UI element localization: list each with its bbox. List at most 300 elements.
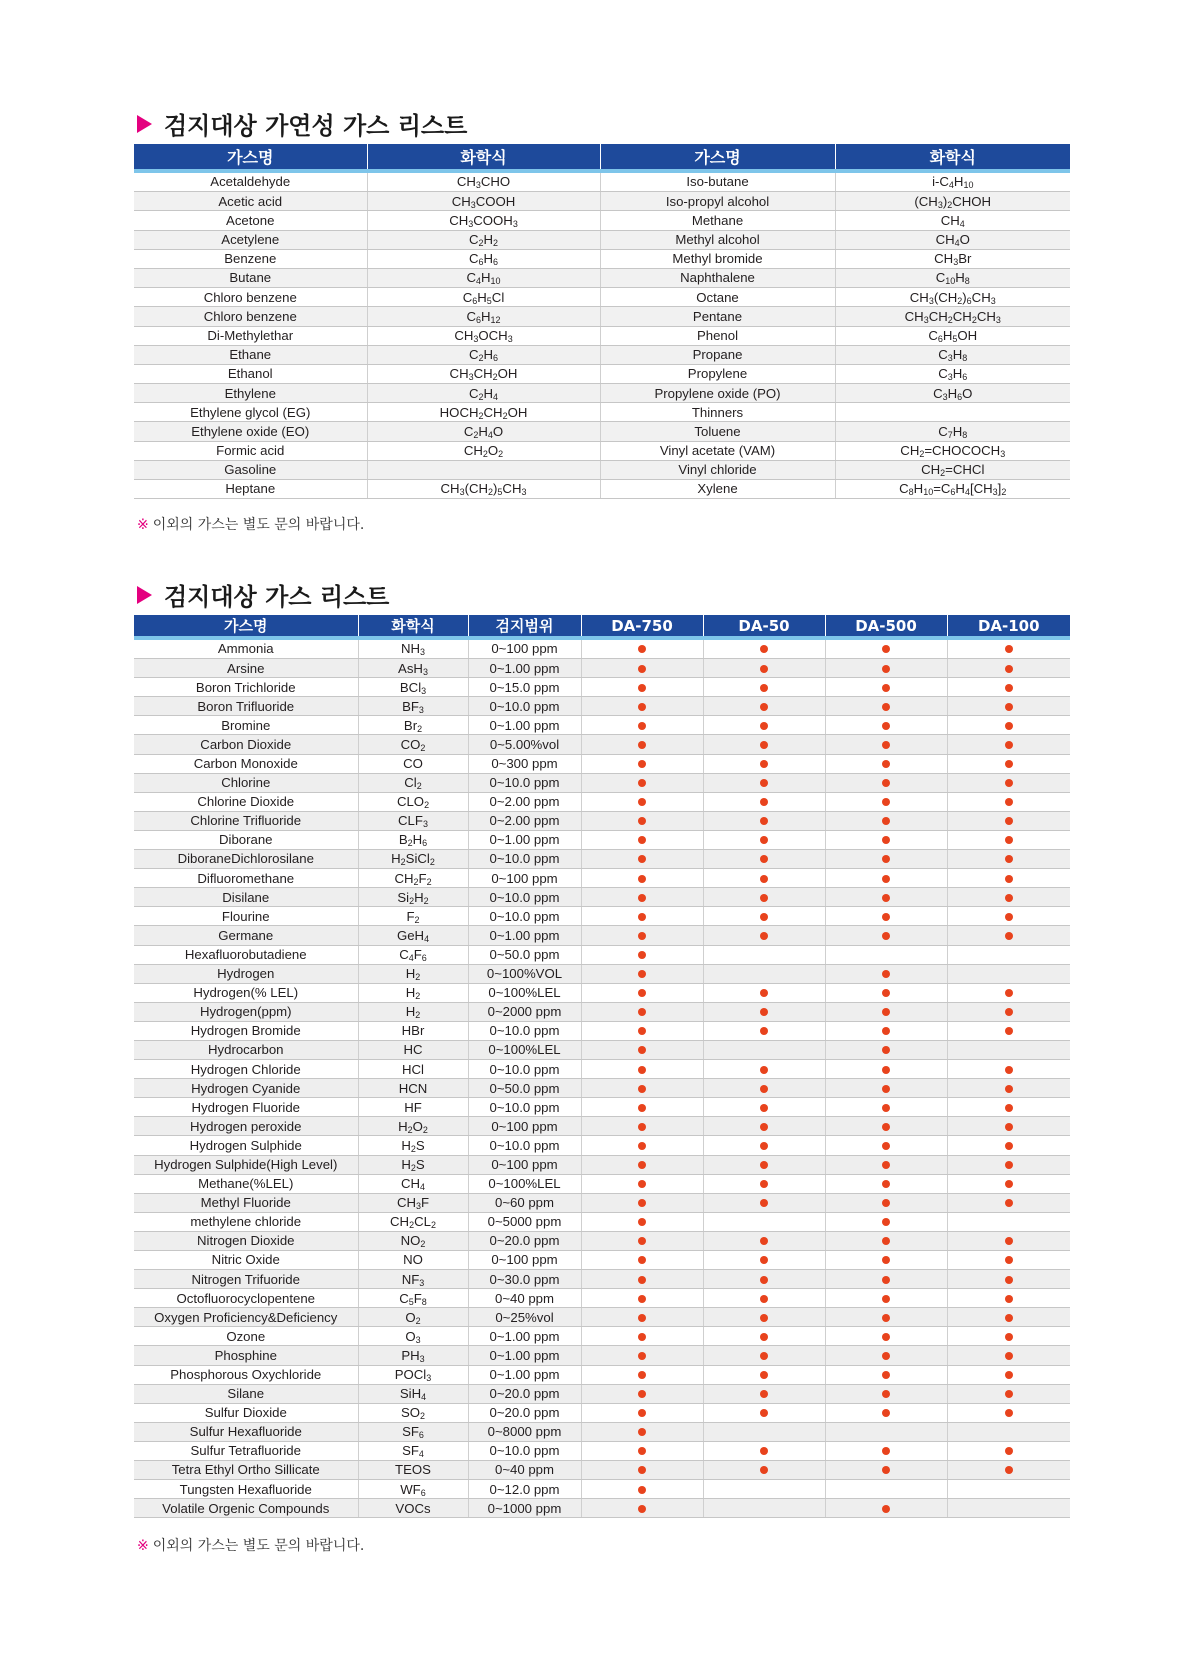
formula-cell: $H_2S$ bbox=[358, 1136, 468, 1155]
da-50-support-cell bbox=[703, 1155, 825, 1174]
table-row bbox=[134, 638, 1070, 659]
gas-name-cell: Sulfur Dioxide bbox=[134, 1403, 358, 1422]
da-100-support-cell bbox=[947, 964, 1070, 983]
column-header: 화학식 bbox=[835, 144, 1070, 171]
da-750-support-cell bbox=[581, 811, 703, 830]
table-row bbox=[134, 230, 1070, 249]
supported-dot-icon bbox=[638, 951, 646, 959]
formula-cell: $CO_2$ bbox=[358, 735, 468, 754]
formula-cell: $C_3H_6O$ bbox=[835, 384, 1070, 403]
gas-name-cell: Gasoline bbox=[134, 460, 367, 479]
supported-dot-icon bbox=[882, 1409, 890, 1417]
supported-dot-icon bbox=[638, 1008, 646, 1016]
da-100-support-cell bbox=[947, 1346, 1070, 1365]
supported-dot-icon bbox=[882, 779, 890, 787]
supported-dot-icon bbox=[760, 894, 768, 902]
da-100-support-cell bbox=[947, 638, 1070, 659]
da-100-support-cell bbox=[947, 830, 1070, 849]
gas-name-cell: Methane bbox=[600, 211, 835, 230]
formula-cell: GeH$_4$ bbox=[358, 926, 468, 945]
supported-dot-icon bbox=[760, 798, 768, 806]
range-cell: 0~5.00%vol bbox=[468, 735, 581, 754]
supported-dot-icon bbox=[882, 798, 890, 806]
range-cell: 0~100 ppm bbox=[468, 638, 581, 659]
range-cell: 0~1.00 ppm bbox=[468, 659, 581, 678]
gas-name-cell: Vinyl acetate (VAM) bbox=[600, 441, 835, 460]
supported-dot-icon bbox=[638, 779, 646, 787]
supported-dot-icon bbox=[882, 989, 890, 997]
supported-dot-icon bbox=[1005, 817, 1013, 825]
da-500-support-cell bbox=[825, 1002, 947, 1021]
supported-dot-icon bbox=[638, 855, 646, 863]
supported-dot-icon bbox=[638, 798, 646, 806]
range-cell: 0~100 ppm bbox=[468, 1251, 581, 1270]
gas-name-cell: Propane bbox=[600, 345, 835, 364]
supported-dot-icon bbox=[638, 989, 646, 997]
formula-cell: $C_2H_2$ bbox=[367, 230, 600, 249]
supported-dot-icon bbox=[882, 1218, 890, 1226]
range-cell: 0~100 ppm bbox=[468, 1155, 581, 1174]
gas-name-cell: Volatile Orgenic Compounds bbox=[134, 1499, 358, 1518]
supported-dot-icon bbox=[1005, 779, 1013, 787]
table-header-row bbox=[134, 144, 1070, 171]
gas-name-cell: Phosphine bbox=[134, 1346, 358, 1365]
da-50-support-cell bbox=[703, 697, 825, 716]
column-header: 가스명 bbox=[134, 144, 367, 171]
footnote-text: 이외의 가스는 별도 문의 바랍니다. bbox=[152, 517, 365, 533]
da-100-support-cell bbox=[947, 1480, 1070, 1499]
supported-dot-icon bbox=[1005, 760, 1013, 768]
da-750-support-cell bbox=[581, 773, 703, 792]
supported-dot-icon bbox=[1005, 1466, 1013, 1474]
supported-dot-icon bbox=[882, 1390, 890, 1398]
da-50-support-cell bbox=[703, 1117, 825, 1136]
formula-cell: $CH_3CH_2OH$ bbox=[367, 364, 600, 383]
gas-name-cell: Tetra Ethyl Ortho Sillicate bbox=[134, 1461, 358, 1480]
da-100-support-cell bbox=[947, 1327, 1070, 1346]
da-100-support-cell bbox=[947, 888, 1070, 907]
supported-dot-icon bbox=[1005, 989, 1013, 997]
supported-dot-icon bbox=[1005, 1390, 1013, 1398]
supported-dot-icon bbox=[760, 1085, 768, 1093]
da-50-support-cell bbox=[703, 1499, 825, 1518]
flammable-gas-table bbox=[134, 144, 1070, 499]
table-row bbox=[134, 907, 1070, 926]
gas-name-cell: Naphthalene bbox=[600, 268, 835, 287]
formula-cell bbox=[835, 403, 1070, 422]
supported-dot-icon bbox=[1005, 1295, 1013, 1303]
range-cell: 0~25%vol bbox=[468, 1308, 581, 1327]
gas-name-cell: Chloro benzene bbox=[134, 307, 367, 326]
supported-dot-icon bbox=[638, 741, 646, 749]
gas-name-cell: Difluoromethane bbox=[134, 869, 358, 888]
supported-dot-icon bbox=[882, 1008, 890, 1016]
supported-dot-icon bbox=[1005, 1161, 1013, 1169]
da-500-support-cell bbox=[825, 1155, 947, 1174]
formula-cell: VOCs bbox=[358, 1499, 468, 1518]
flammable-title-text: 검지대상 가연성 가스 리스트 bbox=[164, 112, 468, 140]
range-cell: 0~10.0 ppm bbox=[468, 907, 581, 926]
supported-dot-icon bbox=[760, 875, 768, 883]
supported-dot-icon bbox=[1005, 1333, 1013, 1341]
range-cell: 0~10.0 ppm bbox=[468, 773, 581, 792]
da-100-support-cell bbox=[947, 1117, 1070, 1136]
gas-name-cell: Chlorine bbox=[134, 773, 358, 792]
da-50-support-cell bbox=[703, 1040, 825, 1059]
table-row bbox=[134, 964, 1070, 983]
table-row bbox=[134, 1251, 1070, 1270]
range-cell: 0~50.0 ppm bbox=[468, 1079, 581, 1098]
gas-name-cell: Sulfur Hexafluoride bbox=[134, 1422, 358, 1441]
da-50-support-cell bbox=[703, 1270, 825, 1289]
table-row bbox=[134, 1212, 1070, 1231]
formula-cell: $PH_3$ bbox=[358, 1346, 468, 1365]
da-50-support-cell bbox=[703, 1212, 825, 1231]
reference-mark-icon: ※ bbox=[137, 1538, 149, 1554]
range-cell: 0~100%LEL bbox=[468, 1174, 581, 1193]
formula-cell: $C_7H_8$ bbox=[835, 422, 1070, 441]
range-cell: 0~50.0 ppm bbox=[468, 945, 581, 964]
formula-cell: $Cl_2$ bbox=[358, 773, 468, 792]
da-50-support-cell bbox=[703, 1002, 825, 1021]
da-500-support-cell bbox=[825, 1270, 947, 1289]
gas-name-cell: Benzene bbox=[134, 249, 367, 268]
table-row bbox=[134, 888, 1070, 907]
da-50-support-cell bbox=[703, 1021, 825, 1040]
gas-name-cell: Di-Methylethar bbox=[134, 326, 367, 345]
formula-cell: $CLO_2$ bbox=[358, 792, 468, 811]
formula-cell: $H_2$ bbox=[358, 1002, 468, 1021]
da-750-support-cell bbox=[581, 850, 703, 869]
da-750-support-cell bbox=[581, 697, 703, 716]
da-100-support-cell bbox=[947, 1155, 1070, 1174]
supported-dot-icon bbox=[1005, 875, 1013, 883]
supported-dot-icon bbox=[638, 1123, 646, 1131]
range-cell: 0~20.0 ppm bbox=[468, 1231, 581, 1250]
da-750-support-cell bbox=[581, 659, 703, 678]
table-row bbox=[134, 983, 1070, 1002]
table-row bbox=[134, 1174, 1070, 1193]
supported-dot-icon bbox=[882, 1256, 890, 1264]
footnote-text: 이외의 가스는 별도 문의 바랍니다. bbox=[152, 1538, 365, 1554]
table-row bbox=[134, 945, 1070, 964]
table-row bbox=[134, 1079, 1070, 1098]
table-row bbox=[134, 1289, 1070, 1308]
da-500-support-cell bbox=[825, 1346, 947, 1365]
table-row bbox=[134, 211, 1070, 230]
supported-dot-icon bbox=[1005, 684, 1013, 692]
formula-cell: $CH_2F_2$ bbox=[358, 869, 468, 888]
formula-cell: $O_3$ bbox=[358, 1327, 468, 1346]
range-cell: 0~5000 ppm bbox=[468, 1212, 581, 1231]
supported-dot-icon bbox=[638, 1046, 646, 1054]
da-50-support-cell bbox=[703, 945, 825, 964]
da-750-support-cell bbox=[581, 1040, 703, 1059]
formula-cell: HBr bbox=[358, 1021, 468, 1040]
da-500-support-cell bbox=[825, 1422, 947, 1441]
da-100-support-cell bbox=[947, 697, 1070, 716]
gas-name-cell: Arsine bbox=[134, 659, 358, 678]
supported-dot-icon bbox=[1005, 1409, 1013, 1417]
formula-cell: $i-C_4H_{10}$ bbox=[835, 171, 1070, 192]
da-500-support-cell bbox=[825, 945, 947, 964]
gas-name-cell: Boron Trifluoride bbox=[134, 697, 358, 716]
table-row bbox=[134, 307, 1070, 326]
formula-cell: $C_6H_5Cl$ bbox=[367, 288, 600, 307]
supported-dot-icon bbox=[638, 1199, 646, 1207]
da-50-support-cell bbox=[703, 754, 825, 773]
da-100-support-cell bbox=[947, 907, 1070, 926]
table-row bbox=[134, 1403, 1070, 1422]
da-500-support-cell bbox=[825, 964, 947, 983]
supported-dot-icon bbox=[760, 1123, 768, 1131]
formula-cell: $H_2SiCl_2$ bbox=[358, 850, 468, 869]
da-750-support-cell bbox=[581, 754, 703, 773]
supported-dot-icon bbox=[760, 932, 768, 940]
supported-dot-icon bbox=[760, 1142, 768, 1150]
range-cell: 0~100%VOL bbox=[468, 964, 581, 983]
da-750-support-cell bbox=[581, 1327, 703, 1346]
table-row bbox=[134, 192, 1070, 211]
da-50-support-cell bbox=[703, 678, 825, 697]
da-100-support-cell bbox=[947, 1174, 1070, 1193]
range-cell: 0~100 ppm bbox=[468, 1117, 581, 1136]
gas-name-cell: DiboraneDichlorosilane bbox=[134, 850, 358, 869]
supported-dot-icon bbox=[638, 1428, 646, 1436]
formula-cell: $C_3H_6$ bbox=[835, 364, 1070, 383]
gas-name-cell: Carbon Monoxide bbox=[134, 754, 358, 773]
gas-name-cell: Diborane bbox=[134, 830, 358, 849]
supported-dot-icon bbox=[638, 1295, 646, 1303]
supported-dot-icon bbox=[1005, 1276, 1013, 1284]
supported-dot-icon bbox=[882, 875, 890, 883]
formula-cell: $H_2S$ bbox=[358, 1155, 468, 1174]
da-750-support-cell bbox=[581, 1441, 703, 1460]
formula-cell: $CH_2O_2$ bbox=[367, 441, 600, 460]
table-row bbox=[134, 811, 1070, 830]
supported-dot-icon bbox=[1005, 1104, 1013, 1112]
supported-dot-icon bbox=[638, 703, 646, 711]
supported-dot-icon bbox=[760, 1008, 768, 1016]
supported-dot-icon bbox=[882, 1447, 890, 1455]
gas-name-cell: methylene chloride bbox=[134, 1212, 358, 1231]
da-500-support-cell bbox=[825, 754, 947, 773]
supported-dot-icon bbox=[882, 645, 890, 653]
formula-cell: $C_3H_8$ bbox=[835, 345, 1070, 364]
supported-dot-icon bbox=[638, 1085, 646, 1093]
supported-dot-icon bbox=[1005, 645, 1013, 653]
formula-cell: $BF_3$ bbox=[358, 697, 468, 716]
da-750-support-cell bbox=[581, 1079, 703, 1098]
gas-name-cell: Ammonia bbox=[134, 638, 358, 659]
supported-dot-icon bbox=[882, 1161, 890, 1169]
da-750-support-cell bbox=[581, 638, 703, 659]
range-cell: 0~10.0 ppm bbox=[468, 888, 581, 907]
formula-cell: CO bbox=[358, 754, 468, 773]
gas-name-cell: Formic acid bbox=[134, 441, 367, 460]
table-row bbox=[134, 697, 1070, 716]
range-cell: 0~10.0 ppm bbox=[468, 1098, 581, 1117]
da-50-support-cell bbox=[703, 1231, 825, 1250]
gas-name-cell: Iso-propyl alcohol bbox=[600, 192, 835, 211]
supported-dot-icon bbox=[1005, 932, 1013, 940]
supported-dot-icon bbox=[638, 684, 646, 692]
formula-cell: $Si_2H_2$ bbox=[358, 888, 468, 907]
supported-dot-icon bbox=[882, 1180, 890, 1188]
supported-dot-icon bbox=[638, 894, 646, 902]
range-cell: 0~10.0 ppm bbox=[468, 1441, 581, 1460]
supported-dot-icon bbox=[638, 1027, 646, 1035]
supported-dot-icon bbox=[882, 1466, 890, 1474]
supported-dot-icon bbox=[1005, 1142, 1013, 1150]
da-50-support-cell bbox=[703, 926, 825, 945]
gas-name-cell: Hydrogen Bromide bbox=[134, 1021, 358, 1040]
range-cell: 0~1000 ppm bbox=[468, 1499, 581, 1518]
supported-dot-icon bbox=[638, 665, 646, 673]
gas-name-cell: Octane bbox=[600, 288, 835, 307]
supported-dot-icon bbox=[882, 1085, 890, 1093]
column-header: 화학식 bbox=[367, 144, 600, 171]
formula-cell: $(CH_3)_2CHOH$ bbox=[835, 192, 1070, 211]
da-500-support-cell bbox=[825, 1480, 947, 1499]
supported-dot-icon bbox=[1005, 1008, 1013, 1016]
gas-name-cell: Nitrogen Dioxide bbox=[134, 1231, 358, 1250]
da-750-support-cell bbox=[581, 1499, 703, 1518]
table-row bbox=[134, 460, 1070, 479]
table-row bbox=[134, 1480, 1070, 1499]
table-row bbox=[134, 1155, 1070, 1174]
da-100-support-cell bbox=[947, 1441, 1070, 1460]
formula-cell: $C_5F_8$ bbox=[358, 1289, 468, 1308]
gas-name-cell: Vinyl chloride bbox=[600, 460, 835, 479]
da-750-support-cell bbox=[581, 1251, 703, 1270]
supported-dot-icon bbox=[760, 1256, 768, 1264]
supported-dot-icon bbox=[882, 684, 890, 692]
gas-name-cell: Sulfur Tetrafluoride bbox=[134, 1441, 358, 1460]
da-500-support-cell bbox=[825, 678, 947, 697]
gas-name-cell: Phenol bbox=[600, 326, 835, 345]
supported-dot-icon bbox=[882, 1505, 890, 1513]
formula-cell: $CH_3F$ bbox=[358, 1193, 468, 1212]
supported-dot-icon bbox=[760, 1447, 768, 1455]
supported-dot-icon bbox=[638, 722, 646, 730]
supported-dot-icon bbox=[760, 703, 768, 711]
da-500-support-cell bbox=[825, 850, 947, 869]
da-500-support-cell bbox=[825, 1098, 947, 1117]
da-100-support-cell bbox=[947, 1384, 1070, 1403]
table-row bbox=[134, 1365, 1070, 1384]
da-750-support-cell bbox=[581, 792, 703, 811]
gas-name-cell: Hydrogen(ppm) bbox=[134, 1002, 358, 1021]
formula-cell: HCN bbox=[358, 1079, 468, 1098]
table-row bbox=[134, 1461, 1070, 1480]
gas-name-cell: Heptane bbox=[134, 480, 367, 499]
table-row bbox=[134, 364, 1070, 383]
da-100-support-cell bbox=[947, 1289, 1070, 1308]
gas-name-cell: Oxygen Proficiency&Deficiency bbox=[134, 1308, 358, 1327]
supported-dot-icon bbox=[760, 1027, 768, 1035]
da-750-support-cell bbox=[581, 1461, 703, 1480]
gas-name-cell: Hydrogen Cyanide bbox=[134, 1079, 358, 1098]
formula-cell: $C_6H_6$ bbox=[367, 249, 600, 268]
gas-name-cell: Chlorine Trifluoride bbox=[134, 811, 358, 830]
formula-cell: $CH_3CH_2CH_2CH_3$ bbox=[835, 307, 1070, 326]
range-cell: 0~60 ppm bbox=[468, 1193, 581, 1212]
da-100-support-cell bbox=[947, 1021, 1070, 1040]
da-750-support-cell bbox=[581, 869, 703, 888]
range-cell: 0~12.0 ppm bbox=[468, 1480, 581, 1499]
table-row bbox=[134, 1193, 1070, 1212]
supported-dot-icon bbox=[638, 970, 646, 978]
supported-dot-icon bbox=[1005, 1180, 1013, 1188]
column-header: DA-500 bbox=[825, 615, 947, 638]
da-750-support-cell bbox=[581, 1021, 703, 1040]
formula-cell: NO bbox=[358, 1251, 468, 1270]
range-cell: 0~100 ppm bbox=[468, 869, 581, 888]
da-100-support-cell bbox=[947, 869, 1070, 888]
supported-dot-icon bbox=[638, 1390, 646, 1398]
da-50-support-cell bbox=[703, 1079, 825, 1098]
supported-dot-icon bbox=[882, 1046, 890, 1054]
da-750-support-cell bbox=[581, 1403, 703, 1422]
supported-dot-icon bbox=[1005, 798, 1013, 806]
supported-dot-icon bbox=[1005, 836, 1013, 844]
range-cell: 0~20.0 ppm bbox=[468, 1384, 581, 1403]
gas-name-cell: Hexafluorobutadiene bbox=[134, 945, 358, 964]
table-row bbox=[134, 1002, 1070, 1021]
supported-dot-icon bbox=[882, 894, 890, 902]
gas-title-text: 검지대상 가스 리스트 bbox=[164, 583, 390, 611]
da-750-support-cell bbox=[581, 1384, 703, 1403]
range-cell: 0~100%LEL bbox=[468, 1040, 581, 1059]
da-750-support-cell bbox=[581, 735, 703, 754]
formula-cell: $CH_4O$ bbox=[835, 230, 1070, 249]
da-50-support-cell bbox=[703, 1251, 825, 1270]
table-row bbox=[134, 1499, 1070, 1518]
supported-dot-icon bbox=[638, 913, 646, 921]
da-750-support-cell bbox=[581, 945, 703, 964]
range-cell: 0~1.00 ppm bbox=[468, 1346, 581, 1365]
gas-name-cell: Nitric Oxide bbox=[134, 1251, 358, 1270]
da-750-support-cell bbox=[581, 1117, 703, 1136]
da-100-support-cell bbox=[947, 1212, 1070, 1231]
da-100-support-cell bbox=[947, 678, 1070, 697]
da-100-support-cell bbox=[947, 659, 1070, 678]
gas-name-cell: Hydrogen Fluoride bbox=[134, 1098, 358, 1117]
formula-cell: $CLF_3$ bbox=[358, 811, 468, 830]
supported-dot-icon bbox=[882, 1199, 890, 1207]
column-header: DA-100 bbox=[947, 615, 1070, 638]
da-100-support-cell bbox=[947, 1270, 1070, 1289]
table-row bbox=[134, 773, 1070, 792]
gas-name-cell: Nitrogen Trifuoride bbox=[134, 1270, 358, 1289]
range-cell: 0~10.0 ppm bbox=[468, 1136, 581, 1155]
supported-dot-icon bbox=[760, 1390, 768, 1398]
da-750-support-cell bbox=[581, 716, 703, 735]
gas-name-cell: Carbon Dioxide bbox=[134, 735, 358, 754]
triangle-bullet-icon bbox=[137, 115, 152, 133]
da-500-support-cell bbox=[825, 1327, 947, 1346]
supported-dot-icon bbox=[1005, 1066, 1013, 1074]
formula-cell: $C_{10}H_8$ bbox=[835, 268, 1070, 287]
supported-dot-icon bbox=[1005, 1371, 1013, 1379]
supported-dot-icon bbox=[638, 1371, 646, 1379]
da-500-support-cell bbox=[825, 1117, 947, 1136]
formula-cell: $NH_3$ bbox=[358, 638, 468, 659]
supported-dot-icon bbox=[1005, 741, 1013, 749]
formula-cell: $C_2H_4O$ bbox=[367, 422, 600, 441]
gas-name-cell: Acetylene bbox=[134, 230, 367, 249]
